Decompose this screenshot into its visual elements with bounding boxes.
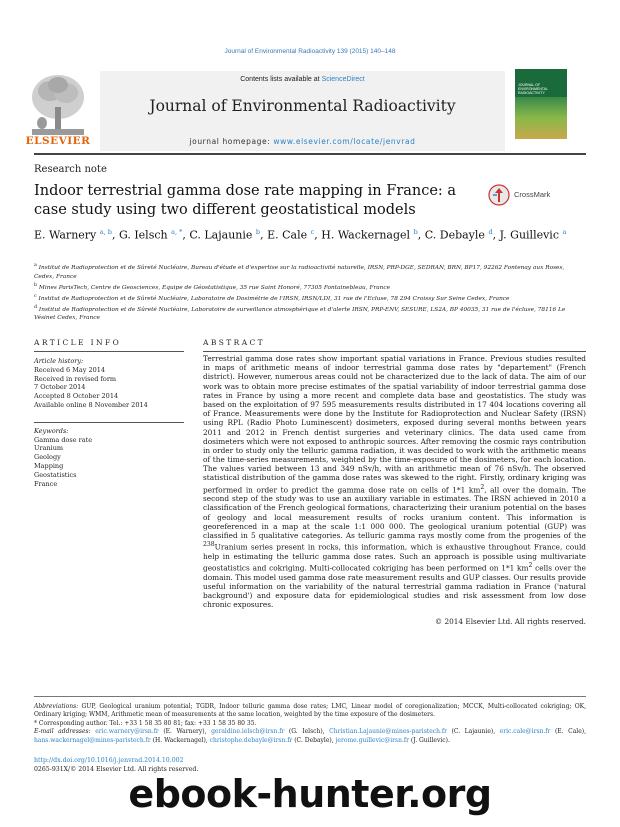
crossmark-label: CrossMark bbox=[514, 190, 551, 199]
affiliation-item bbox=[34, 262, 586, 281]
author-name[interactable]: C. Debayle bbox=[424, 228, 485, 242]
contents-line bbox=[100, 76, 505, 83]
affiliation-text: Mines ParisTech, Centre de Geosciences, Equipe de Géostatistique, 35 rue Saint Honoré, 77305 Fontainebleau, France bbox=[37, 284, 391, 291]
email-owner: (E. Warnery), bbox=[158, 728, 212, 736]
abstract-sup-1: 2 bbox=[480, 483, 485, 491]
keyword-item: Gamma dose rate bbox=[34, 435, 93, 444]
email-owner: (H. Wackernagel), bbox=[150, 736, 210, 744]
copyright-notice: © 2014 Elsevier Ltd. All rights reserved. bbox=[434, 617, 586, 626]
history-label: Article history: bbox=[34, 357, 84, 365]
history-item: Received in revised form bbox=[34, 374, 117, 383]
abstract-rule bbox=[203, 351, 586, 352]
homepage-link[interactable]: www.elsevier.com/locate/jenvrad bbox=[273, 137, 416, 146]
author-list bbox=[34, 225, 586, 243]
keyword-item: Uranium bbox=[34, 444, 64, 453]
email-owner: (G. Ielsch), bbox=[284, 728, 330, 736]
author-separator: , bbox=[260, 228, 268, 242]
affiliation-text: Institut de Radioprotection et de Sûreté Nucléaire, Bureau d'étude et d'expertise sur la radioactivité naturelle, IRSN, PRP-DGE, SEDRAN, BRN, BP17, 92262 Fontenay aux Roses, Cedex, France bbox=[34, 264, 565, 280]
author-name[interactable]: E. Cale bbox=[267, 228, 308, 242]
keywords-list bbox=[34, 436, 184, 489]
affiliation-item bbox=[34, 293, 586, 304]
abstract-body bbox=[203, 354, 586, 609]
affiliation-text: Institut de Radioprotection et de Sûreté Nucléaire, Laboratoire de surveillance atmosphérique et d'alerte IRSN, PRP-ENV, SESURE, LS2A, BP 40035, 31 rue de l'écluse, 78116 Le Vésinet Cedex, France bbox=[34, 306, 566, 322]
email-owner: (E. Cale), bbox=[550, 728, 586, 736]
author-affiliation-marker[interactable]: a, b bbox=[99, 228, 112, 236]
email-link[interactable]: hans.wackernagel@mines-paristech.fr bbox=[34, 736, 151, 744]
author-separator: , bbox=[182, 228, 190, 242]
journal-homepage bbox=[100, 137, 505, 146]
article-info bbox=[34, 357, 184, 488]
email-link[interactable]: eric.cale@irsn.fr bbox=[499, 728, 551, 736]
issn-line: 0265-931X/© 2014 Elsevier Ltd. All rights reserved. bbox=[34, 766, 199, 773]
email-label: E-mail addresses: bbox=[34, 728, 91, 736]
article-type: Research note bbox=[34, 164, 107, 175]
email-owner: (C. Debayle), bbox=[292, 736, 336, 744]
author-name[interactable]: G. Ielsch bbox=[118, 228, 168, 242]
contents-prefix: Contents lists available at bbox=[240, 76, 322, 83]
abbrev-label: Abbreviations: bbox=[34, 703, 79, 710]
email-link[interactable]: geraldine.ielsch@irsn.fr bbox=[211, 728, 285, 736]
author-affiliation-marker[interactable]: d bbox=[488, 228, 493, 236]
header-rule-bottom bbox=[34, 153, 586, 155]
footnote-rule bbox=[34, 696, 586, 697]
author-affiliation-marker[interactable]: c bbox=[310, 228, 315, 236]
author-name[interactable]: J. Guillevic bbox=[499, 228, 559, 242]
abstract-text-4: cells over the domain. This model used gamma dose rate measurement results and GUP classes. Our results provide useful information on the variability of the natural terrestrial gamma radiation in France ('natural background') and exposure data for epidemiological studies and risk assessment from low dose chronic exposures. bbox=[203, 563, 586, 610]
elsevier-tree-logo-icon bbox=[28, 71, 88, 143]
author-name[interactable]: H. Wackernagel bbox=[321, 228, 411, 242]
abstract-sup-3: 2 bbox=[528, 562, 533, 569]
sciencedirect-link[interactable]: ScienceDirect bbox=[321, 76, 365, 83]
watermark: ebook-hunter.org bbox=[128, 772, 492, 816]
footnotes bbox=[34, 703, 586, 745]
email-owner: (J. Guillevic). bbox=[409, 736, 450, 744]
affiliation-marker: b bbox=[34, 282, 38, 288]
keywords-label: Keywords: bbox=[34, 426, 69, 435]
abstract-heading: ABSTRACT bbox=[203, 338, 266, 347]
affiliation-item bbox=[34, 282, 586, 293]
article-info-heading: ARTICLE INFO bbox=[34, 338, 122, 347]
doi-link[interactable]: http://dx.doi.org/10.1016/j.jenvrad.2014.10.002 bbox=[34, 757, 184, 764]
author-separator: , bbox=[417, 228, 425, 242]
author-affiliation-marker[interactable]: b bbox=[413, 228, 418, 236]
journal-reference[interactable]: Journal of Environmental Radioactivity 139 (2015) 140–148 bbox=[224, 48, 396, 55]
publisher-name: ELSEVIER bbox=[25, 135, 91, 147]
email-link[interactable]: christophe.debayle@irsn.fr bbox=[209, 736, 293, 744]
author-affiliation-marker[interactable]: a bbox=[562, 228, 567, 236]
journal-cover-thumbnail bbox=[515, 69, 567, 139]
abstract-text-1: Terrestrial gamma dose rates show important spatial variations in France. Previous studies resulted in maps of arithmetic means of indoor terrestrial gamma dose rates by "departement" (French district). However, numerous areas could not be characterized due to the lack of data. The aim of our work was to obtain more precise estimates of the spatial variability of indoor terrestrial gamma dose rates in France by using a more recent and complete data base and geostatistics. The study was based on the exploitation of 97 595 measurements results distributed in 17 404 locations covering all of France. Measurements were done by the Institute for Radioprotection and Nuclear Safety (IRSN) using RPL (Radio Photo Luminescent) dosimeters, exposed during several months between years 2011 and 2012 in French dentist surgeries and veterinary clinics. The data used came from dosimeters which were not exposed to anthropic sources. After removing the cosmic rays contribution in order to study only the telluric gamma radiation, it was decided to work with the arithmetic means of the time-series measurements, weighted by the time-exposure of the dosimeters, for each location. The values varied between 13 and 349 nSv/h, with an arithmetic mean of 76 nSv/h. The observed statistical distribution of the gamma dose rates was skewed to the right. Firstly, ordinary kriging was performed in order to predict the gamma dose rate on cells of 1*1 km bbox=[203, 354, 586, 495]
history-list bbox=[34, 366, 184, 410]
crossmark-badge[interactable] bbox=[488, 184, 583, 208]
author-separator: , bbox=[492, 228, 497, 242]
affiliation-item bbox=[34, 304, 586, 323]
homepage-prefix: journal homepage: bbox=[189, 137, 274, 146]
article-info-rule bbox=[34, 351, 184, 352]
author-name[interactable]: E. Warnery bbox=[34, 228, 97, 242]
email-owner: (C. Lajaunie), bbox=[446, 728, 500, 736]
affiliation-marker: a bbox=[34, 263, 37, 268]
abstract-text-2: , all over the domain. The second step of the study was to use an auxiliary variable in estimates. The IRSN achieved in 2010 a classification of the French geological formations, characterizing their uranium potential on the bases of geology and local measurement results of rocks uranium content. This information is georeferenced in a map at the scale 1:1 000 000. The geological uranium potential (GUP) was classified in 5 qualitative categories. As telluric gamma rays mostly come from the progenies of the bbox=[203, 485, 586, 540]
abstract-text-3: Uranium series present in rocks, this information, which is exhaustive throughout France, could help in estimating the telluric gamma dose rates. Such an approach is possible using multivariate geostatistics and cokriging. Multi-collocated cokriging has been performed on 1*1 km bbox=[203, 542, 586, 573]
email-link[interactable]: eric.warnery@irsn.fr bbox=[95, 728, 159, 736]
keywords-rule bbox=[34, 422, 184, 423]
keyword-item: Geostatistics bbox=[34, 470, 77, 479]
email-link[interactable]: Christian.Lajaunie@mines-paristech.fr bbox=[329, 728, 447, 736]
author-name[interactable]: C. Lajaunie bbox=[189, 228, 253, 242]
keyword-item: Mapping bbox=[34, 461, 64, 470]
article-title: Indoor terrestrial gamma dose rate mapping in France: a case study using two different geostatistical models bbox=[34, 183, 457, 218]
history-item: Accepted 8 October 2014 bbox=[34, 392, 119, 401]
history-item: Available online 8 November 2014 bbox=[34, 400, 148, 409]
affiliations bbox=[34, 262, 586, 323]
author-separator: , bbox=[111, 228, 119, 242]
affiliation-marker: c bbox=[34, 293, 37, 299]
history-item: 7 October 2014 bbox=[34, 383, 86, 392]
cover-title: JOURNAL OF ENVIRONMENTAL RADIOACTIVITY bbox=[518, 83, 548, 95]
affiliation-marker: d bbox=[34, 304, 38, 310]
author-affiliation-marker[interactable]: b bbox=[255, 228, 261, 236]
abbrev-text: GUP, Geological uranium potential; TGDR, Indoor telluric gamma dose rates; LMC, Linear model of coregionalization; MCCK, Multi-collocated cokriging; OK, Ordinary kriging; WMM, Arithmetic mean of measurements at the same location, weighted by the time exposure of the dosimeters. bbox=[34, 703, 586, 719]
corresponding-author: * Corresponding author. Tel.: +33 1 58 35 80 81; fax: +33 1 58 35 80 35. bbox=[34, 719, 257, 727]
author-separator: , bbox=[314, 228, 322, 242]
journal-title: Journal of Environmental Radioactivity bbox=[149, 97, 456, 115]
email-link[interactable]: jerome.guillevic@irsn.fr bbox=[335, 736, 409, 744]
cover-image bbox=[515, 97, 567, 139]
keyword-item: France bbox=[34, 479, 58, 488]
crossmark-icon bbox=[488, 184, 510, 206]
affiliation-text: Institut de Radioprotection et de Sûreté Nucléaire, Laboratoire de Dosimétrie de l'IRSN, IRSN/LDI, 31 rue de l'Ecluse, 78 294 Croissy Sur Seine Cedex, France bbox=[36, 295, 510, 302]
keyword-item: Geology bbox=[34, 453, 61, 462]
abstract-sup-2: 238 bbox=[203, 541, 215, 549]
author-affiliation-marker[interactable]: a, * bbox=[171, 228, 183, 236]
history-item: Received 6 May 2014 bbox=[34, 365, 106, 374]
